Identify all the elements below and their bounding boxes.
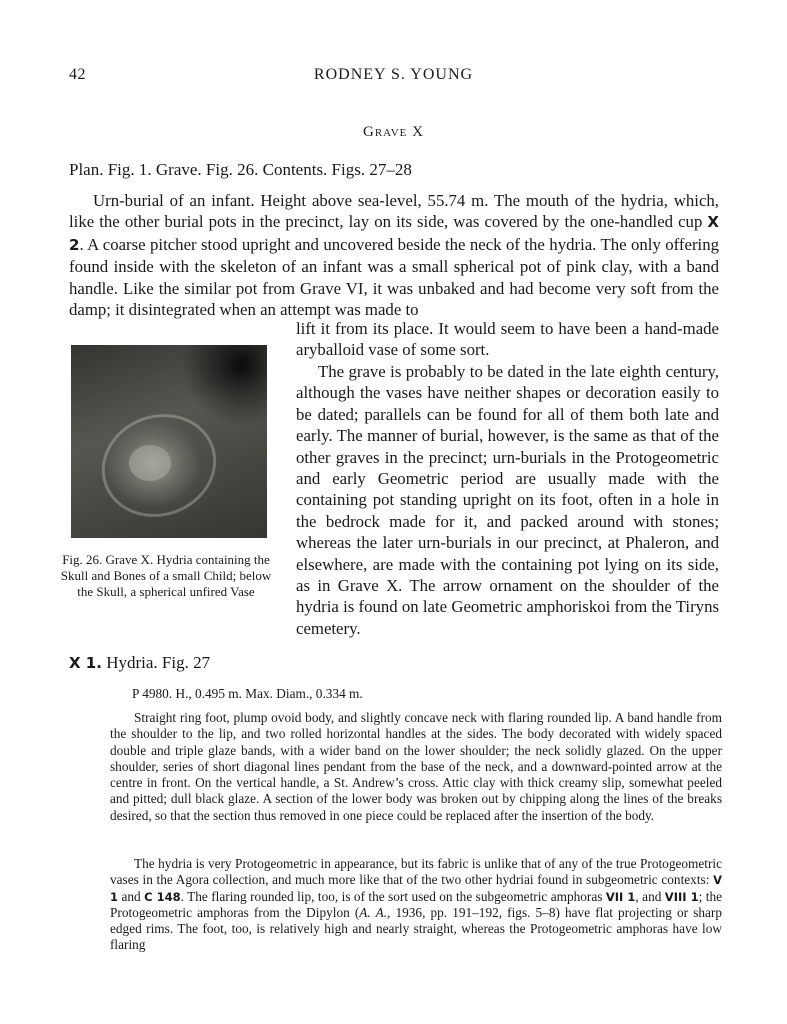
discussion-text-e: , 1936, pp. 191–192, figs. 5–8) have flat projecting or sharp edged rims. The foot, too, is relatively high and nearly straight, whereas the Protogeometric amphoras have low flaring: [110, 904, 723, 953]
discussion-and: and: [118, 888, 145, 904]
page-number: 42: [69, 66, 86, 83]
measurements: P 4980. H., 0.495 m. Max. Diam., 0.334 m.: [132, 686, 363, 701]
running-head: RODNEY S. YOUNG: [313, 66, 474, 83]
discussion-text-b: . The flaring rounded lip, too, is of the sort used on the subgeometric amphoras: [180, 888, 606, 904]
section-title: Grave X: [363, 124, 424, 140]
journal-abbreviation: A. A.: [359, 904, 388, 920]
paragraph-1: [69, 190, 719, 320]
catalogue-ref-c148: C 148: [144, 889, 181, 904]
catalogue-ref-x2: X 2: [69, 213, 719, 254]
catalogue-entry-heading: [69, 653, 210, 673]
catalogue-ref-viii1: VIII 1: [664, 889, 699, 904]
discussion-text-a: The hydria is very Protogeometric in appearance, but its fabric is unlike that of any of the true Protogeometric vases in the Agora collection, and much more like that of the two other hydriai found in subgeometric contexts:: [110, 856, 722, 888]
catalogue-number: X 1.: [69, 654, 102, 672]
skull-shape: [129, 445, 171, 481]
paragraph-2: The grave is probably to be dated in the late eighth century, although the vases have neither shapes or decoration easily to be dated; parallels can be found for all of them both late and early. The manner of burial, however, is the same as that of the other graves in the precinct; urn-burials in the Protogeometric and early Geometric period are usually made with the containing pot standing upright on its foot, often in a hole in the bedrock made for it, and packed around with stones; whereas the later urn-burials in our precinct, at Phaleron, and elsewhere, are made with the containing pot lying on its side, as in Grave X. The arrow ornament on the shoulder of the hydria is found on late Geometric amphoriskoi from the Tiryns cemetery.: [296, 362, 719, 638]
discussion-text-c: , and: [635, 888, 665, 904]
discussion-text-d: ; the Protogeometric amphoras from the Dipylon (: [110, 888, 723, 920]
paragraph-1-text-b: . A coarse pitcher stood upright and uncovered beside the neck of the hydria. The only offering found inside with the skeleton of an infant was a small spherical pot of pink clay, with a band handle. Like the similar pot from Grave VI, it was unbaked and had become very soft from the damp; it disintegrated when an attempt was made to: [69, 234, 719, 320]
catalogue-ref-vii1: VII 1: [605, 889, 636, 904]
description-paragraph: Straight ring foot, plump ovoid body, and slightly concave neck with flaring rounded lip. A band handle from the shoulder to the lip, and two rolled horizontal handles at the sides. The body decorated with widely spaced double and triple glaze bands, with a wider band on the lower shoulder; the neck solidly glazed. On the upper shoulder, series of short diagonal lines pendant from the base of the neck, and a downward-pointed arrow at the centre in front. On the vertical handle, a St. Andrew’s cross. Attic clay with thick creamy slip, somewhat peeled and pitted; dull black glaze. A section of the lower body was broken out by chipping along the lines of the breaks desired, so that the section thus removed in one piece could be replaced after the insertion of the body.: [110, 710, 722, 823]
catalogue-ref-v1: V 1: [110, 873, 722, 904]
figure-photo-hydria: [71, 345, 267, 538]
paragraph-1-text-a: Urn-burial of an infant. Height above sea-level, 55.74 m. The mouth of the hydria, which, like the other burial pots in the precinct, lay on its side, was covered by the one-handled cup: [69, 191, 719, 232]
catalogue-title: Hydria. Fig. 27: [106, 653, 211, 672]
discussion-paragraph: [110, 856, 722, 954]
figure-caption: Fig. 26. Grave X. Hydria containing the Skull and Bones of a small Child; below the Skull, a spherical unfired Vase: [60, 552, 272, 599]
paragraph-1-continued: lift it from its place. It would seem to have been a hand-made aryballoid vase of some sort.: [296, 319, 719, 360]
plan-line: Plan. Fig. 1. Grave. Fig. 26. Contents. Figs. 27–28: [69, 160, 412, 179]
